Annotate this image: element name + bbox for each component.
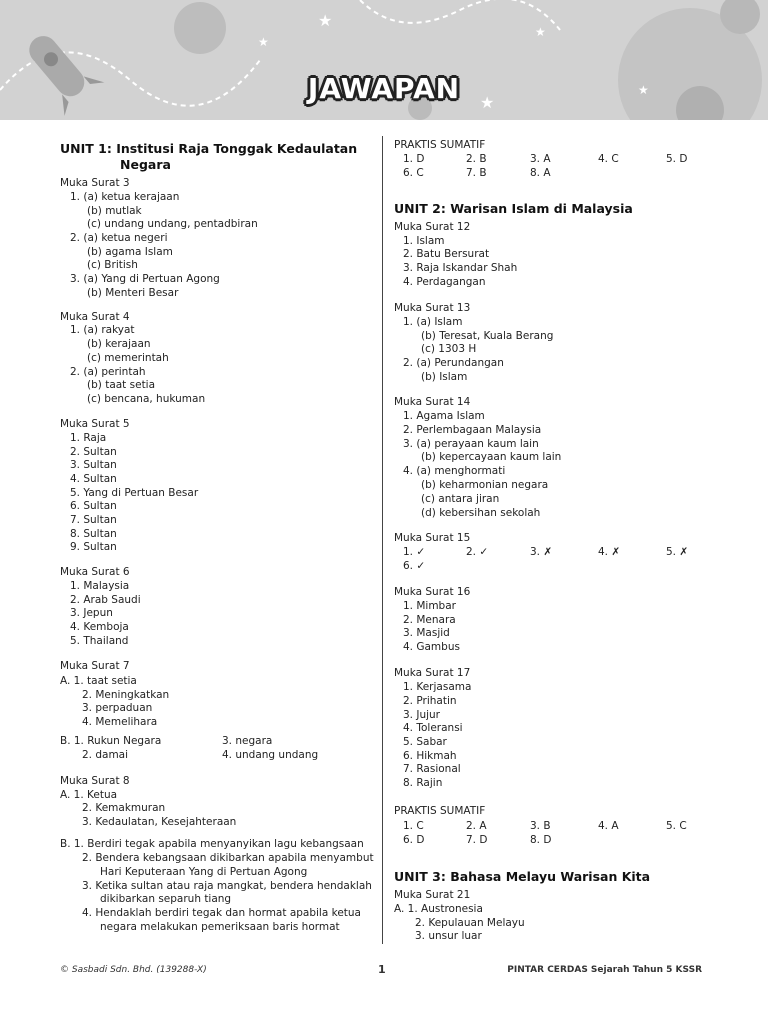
page-title: JAWAPAN [307,72,461,105]
answer-line: (b) agama Islam [87,246,173,258]
answer-item: 8. A [530,167,551,179]
answer-line: A. 1. Ketua [60,789,118,801]
answer-line: 3. Kedaulatan, Kesejahteraan [82,816,237,828]
answer-line: 1. (a) ketua kerajaan [70,191,180,203]
answer-line: 2. Prihatin [403,695,457,707]
section-heading: Muka Surat 6 [60,566,130,578]
section-heading: Muka Surat 7 [60,660,130,672]
answer-item: 1. ✓ [403,546,426,558]
section-heading: Muka Surat 17 [394,667,471,679]
answer-item: 5. D [666,153,688,165]
section-heading: Muka Surat 5 [60,418,130,430]
answer-line: 4. Toleransi [403,722,463,734]
answer-item: 1. C [403,820,424,832]
answer-line: A. 1. Austronesia [394,903,483,915]
answer-line: 2. Menara [403,614,456,626]
svg-text:★: ★ [258,35,269,49]
answer-line: 3. Jepun [70,607,113,619]
answer-line: 3. Masjid [403,627,450,639]
answer-line: 2. Arab Saudi [70,594,141,606]
answer-line: 5. Sabar [403,736,447,748]
answer-line: 6. Hikmah [403,750,457,762]
answer-line: 5. Yang di Pertuan Besar [70,487,199,499]
answer-line: 1. Agama Islam [403,410,485,422]
answer-line: 2. (a) Perundangan [403,357,504,369]
answer-line: A. 1. taat setia [60,675,137,687]
answer-line: 2. Bendera kebangsaan dikibarkan apabila menyambut [82,852,374,864]
section-heading: Muka Surat 4 [60,311,130,323]
answer-line: (b) keharmonian negara [421,479,549,491]
answer-item: 4. A [598,820,619,832]
answer-line: 7. Sultan [70,514,117,526]
answer-line: Hari Keputeraan Yang di Pertuan Agong [100,866,308,878]
answer-line: 5. Thailand [70,635,129,647]
svg-text:★: ★ [535,25,546,39]
answer-line: 4. Hendaklah berdiri tegak dan hormat apabila ketua [82,907,361,919]
svg-text:★: ★ [638,83,649,97]
answer-line: 4. Gambus [403,641,460,653]
answer-line: B. 1. Rukun Negara [60,735,162,747]
book-title: PINTAR CERDAS Sejarah Tahun 5 KSSR [507,965,702,975]
unit1-title: UNIT 1: Institusi Raja Tonggak Kedaulatan [60,141,358,156]
section-heading: PRAKTIS SUMATIF [394,139,486,151]
answer-line: 7. Rasional [403,763,461,775]
svg-text:★: ★ [318,11,333,30]
section-heading: Muka Surat 12 [394,221,471,233]
answer-line: (c) bencana, hukuman [87,393,206,405]
answer-line: 4. Kemboja [70,621,129,633]
answer-line: 1. (a) Islam [403,316,463,328]
answer-line: 2. Kepulauan Melayu [415,917,525,929]
answer-item: 2. B [466,153,487,165]
answer-line: (b) Menteri Besar [87,287,179,299]
answer-line: 3. Jujur [403,709,440,721]
answer-line: 3. Raja Iskandar Shah [403,262,518,274]
answer-item: 6. D [403,834,425,846]
answer-line: 2. Meningkatkan [82,689,170,701]
answer-line: 4. Memelihara [82,716,158,728]
unit1-title-cont: Negara [120,157,171,172]
answer-line: (c) memerintah [87,352,169,364]
section-heading: Muka Surat 14 [394,396,471,408]
answer-line: 1. Kerjasama [403,681,472,693]
answer-line: 4. undang undang [222,749,319,761]
answer-line: 3. Sultan [70,459,117,471]
section-heading: Muka Surat 16 [394,586,471,598]
answer-item: 4. ✗ [598,546,621,558]
answer-line: (b) Teresat, Kuala Berang [421,330,554,342]
answer-item: 3. B [530,820,551,832]
answer-line: 2. Perlembagaan Malaysia [403,424,542,436]
column-divider [382,136,383,944]
answer-item: 2. ✓ [466,546,489,558]
answer-line: 9. Sultan [70,541,117,553]
answer-item: 5. C [666,820,687,832]
answer-line: (b) Islam [421,371,468,383]
answer-line: 4. (a) menghormati [403,465,506,477]
answer-item: 5. ✗ [666,546,689,558]
answer-line: 8. Sultan [70,528,117,540]
answer-item: 2. A [466,820,487,832]
answer-item: 3. ✗ [530,546,553,558]
answer-line: 3. unsur luar [415,930,482,942]
section-heading: Muka Surat 8 [60,775,130,787]
answer-line: 8. Rajin [403,777,443,789]
answer-line: 4. Perdagangan [403,276,486,288]
section-heading: Muka Surat 13 [394,302,471,314]
answer-line: 2. (a) ketua negeri [70,232,168,244]
copyright-notice: © Sasbadi Sdn. Bhd. (139288-X) [60,965,207,975]
answer-line: 3. negara [222,735,273,747]
answer-item: 6. ✓ [403,560,426,572]
unit3-title: UNIT 3: Bahasa Melayu Warisan Kita [394,869,651,884]
answer-line: 6. Sultan [70,500,117,512]
section-heading: Muka Surat 3 [60,177,130,189]
page-number: 1 [378,963,386,976]
answer-line: (c) undang undang, pentadbiran [87,218,258,230]
answer-line: 3. (a) perayaan kaum lain [403,438,539,450]
answer-line: 2. (a) perintah [70,366,146,378]
section-heading: PRAKTIS SUMATIF [394,805,486,817]
answer-line: 3. (a) Yang di Pertuan Agong [70,273,220,285]
unit2-title: UNIT 2: Warisan Islam di Malaysia [394,201,633,216]
answer-line: 3. Ketika sultan atau raja mangkat, bendera hendaklah [82,880,372,892]
answer-line: B. 1. Berdiri tegak apabila menyanyikan lagu kebangsaan [60,838,364,850]
answer-line: (c) 1303 H [421,343,477,355]
answer-item: 3. A [530,153,551,165]
section-heading: Muka Surat 21 [394,889,471,901]
answer-line: (b) kepercayaan kaum lain [421,451,562,463]
answer-item: 1. D [403,153,425,165]
answer-line: 1. (a) rakyat [70,324,135,336]
answer-item: 8. D [530,834,552,846]
answer-line: 1. Mimbar [403,600,456,612]
answer-line: 4. Sultan [70,473,117,485]
answer-line: 2. Kemakmuran [82,802,166,814]
answer-item: 7. B [466,167,487,179]
answer-line: (b) kerajaan [87,338,151,350]
answer-line: (d) kebersihan sekolah [421,507,541,519]
answer-line: negara melakukan pemeriksaan baris hormat [100,921,340,933]
answer-line: (b) mutlak [87,205,142,217]
answer-line: (b) taat setia [87,379,156,391]
answer-line: 3. perpaduan [82,702,153,714]
answer-item: 6. C [403,167,424,179]
answer-line: (c) British [87,259,138,271]
answer-line: dikibarkan separuh tiang [100,893,232,905]
answer-line: 1. Islam [403,235,445,247]
svg-text:★: ★ [480,93,495,112]
section-heading: Muka Surat 15 [394,532,471,544]
answer-item: 7. D [466,834,488,846]
answer-line: 1. Malaysia [70,580,130,592]
answer-line: (c) antara jiran [421,493,500,505]
answer-line: 1. Raja [70,432,107,444]
answer-line: 2. Batu Bersurat [403,248,490,260]
answer-line: 2. damai [82,749,129,761]
answer-line: 2. Sultan [70,446,117,458]
answer-item: 4. C [598,153,619,165]
